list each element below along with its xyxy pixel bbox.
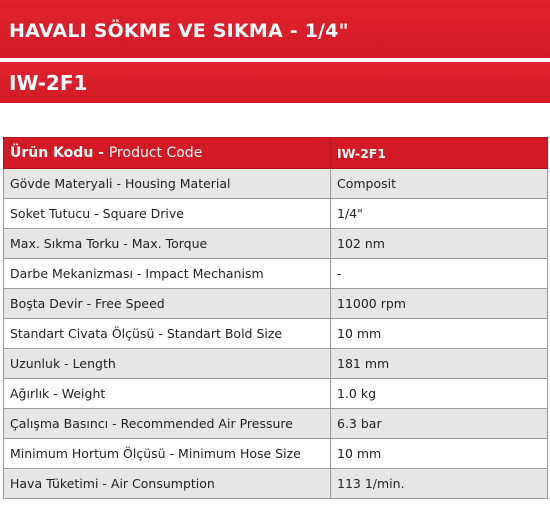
row-value: Composit [331,169,548,199]
row-label: Minimum Hortum Ölçüsü - Minimum Hose Size [4,439,331,469]
header-value: IW-2F1 [337,145,386,161]
row-label: Hava Tüketimi - Air Consumption [4,469,331,499]
row-value: - [331,259,548,289]
header-label-tr: Ürün Kodu - [10,145,109,161]
table-row [4,169,548,199]
row-label: Max. Sıkma Torku - Max. Torque [4,229,331,259]
table-row [4,409,548,439]
table-row [4,469,548,499]
row-label: Çalışma Basıncı - Recommended Air Pressure [4,409,331,439]
row-label: Gövde Materyali - Housing Material [4,169,331,199]
row-label: Boşta Devir - Free Speed [4,289,331,319]
product-title: HAVALI SÖKME VE SIKMA - 1/4" [9,20,349,42]
row-value: 6.3 bar [331,409,548,439]
table-row [4,289,548,319]
row-value: 1/4" [331,199,548,229]
row-value: 10 mm [331,319,548,349]
row-value: 181 mm [331,349,548,379]
row-label: Uzunluk - Length [4,349,331,379]
product-model-banner [0,62,550,103]
table-row [4,319,548,349]
row-value: 10 mm [331,439,548,469]
row-value: 102 nm [331,229,548,259]
row-label: Ağırlık - Weight [4,379,331,409]
row-label: Soket Tutucu - Square Drive [4,199,331,229]
header-label-en: Product Code [108,145,203,161]
row-value: 11000 rpm [331,289,548,319]
row-label: Standart Civata Ölçüsü - Standart Bold Size [4,319,331,349]
product-model: IW-2F1 [9,71,88,95]
table-row [4,379,548,409]
table-row [4,439,548,469]
table-row [4,259,548,289]
table-row [4,199,548,229]
row-value: 113 1/min. [331,469,548,499]
table-row [4,229,548,259]
spec-table-header [4,138,548,169]
table-row [4,349,548,379]
header-value-cell [331,138,548,169]
row-label: Darbe Mekanizması - Impact Mechanism [4,259,331,289]
row-value: 1.0 kg [331,379,548,409]
header-label-cell [4,138,331,169]
product-title-banner [0,0,550,58]
spec-table [3,137,548,499]
